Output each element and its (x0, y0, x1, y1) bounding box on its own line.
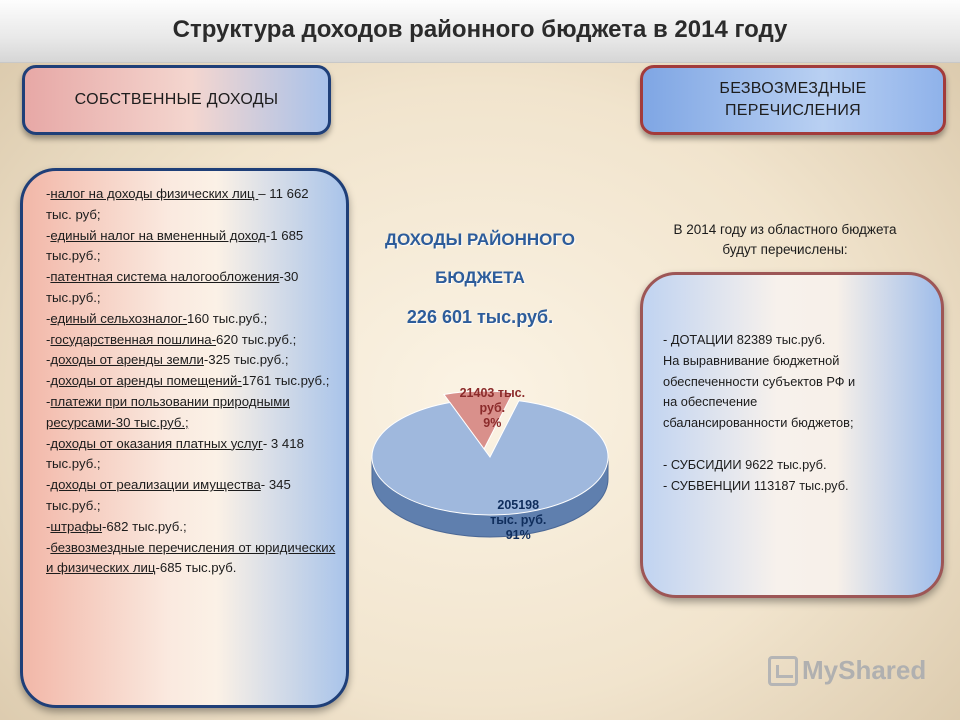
income-item-label: государственная пошлина- (50, 331, 217, 347)
income-item (46, 392, 336, 434)
transfers-caption: В 2014 году из областного бюджета будут перечислены: (673, 222, 897, 257)
income-item-value: 1761 тыс.руб.; (241, 373, 330, 389)
income-item (46, 371, 336, 392)
income-item-value: -325 тыс.руб.; (203, 352, 289, 368)
income-item-value: -685 тыс.руб. (155, 560, 237, 576)
income-item-label: доходы от оказания платных услуг (50, 435, 263, 451)
transfer-line: - СУБВЕНЦИИ 113187 тыс.руб. (663, 477, 849, 493)
income-item-label: доходы от аренды земли (50, 352, 204, 368)
transfer-line: обеспеченности субъектов РФ и (663, 373, 856, 389)
income-item (46, 309, 336, 330)
income-item-label: безвозмездные перечисления от юридических и физических лиц (46, 539, 336, 576)
income-item-value: - 345 тыс.руб.; (46, 477, 291, 513)
pie-data-label: тыс. руб. (490, 512, 547, 527)
income-item-prefix: - (46, 477, 51, 493)
income-item-label: штрафы (50, 518, 103, 534)
income-item (46, 475, 336, 517)
income-item-prefix: - (46, 331, 51, 347)
income-item (46, 350, 336, 371)
income-item-value: - 3 418 тыс.руб.; (46, 435, 304, 472)
budget-title-line1: ДОХОДЫ РАЙОННОГО (384, 230, 576, 249)
transfers-list (663, 330, 923, 497)
own-income-header-label: СОБСТВЕННЫЕ ДОХОДЫ (74, 91, 279, 108)
income-item-prefix: - (46, 518, 51, 534)
income-item (46, 434, 336, 476)
income-pie-chart (360, 372, 630, 562)
income-item-value: -682 тыс.руб.; (102, 518, 187, 534)
watermark-text: MyShared (802, 655, 927, 685)
transfer-line: - ДОТАЦИИ 82389 тыс.руб. (663, 332, 826, 347)
income-item-prefix: - (46, 435, 51, 451)
income-item (46, 226, 336, 268)
income-item-value: -30 тыс.руб.; (46, 269, 299, 305)
income-item-value: 620 тыс.руб.; (216, 331, 297, 347)
transfer-line: сбалансированности бюджетов; (663, 415, 854, 431)
income-item-prefix: - (46, 227, 51, 243)
income-item-prefix: - (46, 373, 51, 389)
presentation-icon (768, 656, 798, 686)
income-item-label: патентная система налогообложения (50, 269, 280, 285)
pie-data-label: 9% (483, 416, 502, 431)
pie-data-label: руб. (479, 401, 506, 416)
income-item-prefix: - (46, 310, 51, 326)
income-item-value: -1 685 тыс.руб.; (46, 227, 304, 264)
income-item-prefix: - (46, 393, 51, 409)
transfer-line: На выравнивание бюджетной (663, 352, 840, 368)
income-item-prefix: - (46, 269, 51, 285)
income-item (46, 517, 336, 538)
income-item-prefix: - (46, 186, 51, 201)
income-item-label: единый налог на вмененный доход (50, 227, 266, 243)
income-item-label: платежи при пользовании природными ресурсами-30 тыс.руб.; (46, 393, 290, 430)
income-item-prefix: - (46, 352, 51, 368)
own-income-list (46, 184, 336, 579)
income-item (46, 184, 336, 226)
transfers-header-line2: ПЕРЕЧИСЛЕНИЯ (724, 102, 862, 119)
own-income-header (22, 65, 331, 135)
income-item-label: доходы от аренды помещений- (50, 373, 242, 389)
income-item (46, 538, 336, 580)
transfer-line: - СУБСИДИИ 9622 тыс.руб. (663, 456, 827, 472)
income-item-prefix: - (46, 539, 51, 555)
income-item (46, 267, 336, 309)
income-item-value: – 11 662 тыс. руб; (46, 186, 309, 222)
page-title: Структура доходов районного бюджета в 2014 году (172, 16, 788, 43)
income-item-label: налог на доходы физических лиц (50, 186, 259, 201)
watermark (768, 655, 926, 686)
transfer-line: на обеспечение (663, 394, 758, 410)
income-item-label: доходы от реализации имущества (50, 477, 261, 493)
pie-data-label: 91% (505, 527, 531, 542)
income-item (46, 330, 336, 351)
income-item-value: 160 тыс.руб.; (187, 310, 268, 326)
budget-title-line2: БЮДЖЕТА (435, 268, 525, 287)
pie-data-label: 205198 (497, 497, 540, 512)
budget-total: 226 601 тыс.руб. (406, 307, 554, 327)
income-item-label: единый сельхозналог- (50, 310, 188, 326)
transfers-header (640, 65, 946, 135)
pie-data-label: 21403 тыс. (459, 386, 526, 401)
transfers-header-line1: БЕЗВОЗМЕЗДНЫЕ (719, 80, 867, 97)
